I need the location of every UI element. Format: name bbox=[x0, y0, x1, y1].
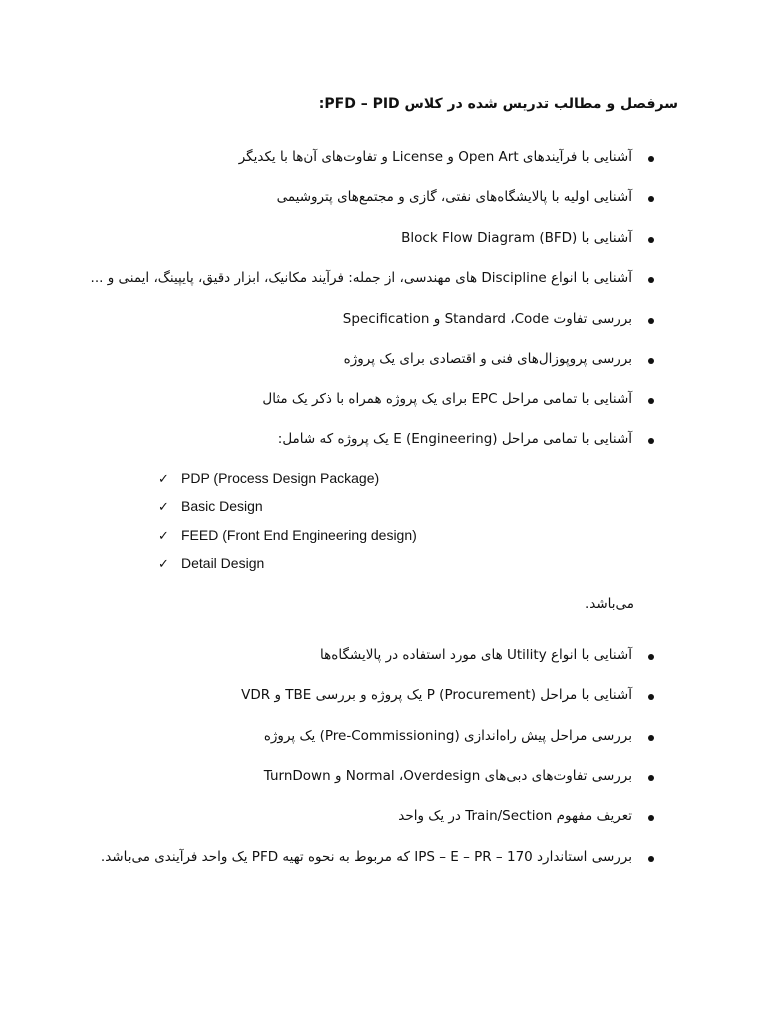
list-item: آشنایی با فرآیندهای Open Art و License و تفاوت‌های آن‌ها با یکدیگر bbox=[238, 149, 632, 165]
checklist-item bbox=[158, 555, 264, 572]
checkmark-icon: ✓ bbox=[158, 529, 169, 544]
checkmark-icon: ✓ bbox=[158, 557, 169, 572]
bullet-icon bbox=[648, 358, 654, 364]
list-item: بررسی مراحل پیش راه‌اندازی (Pre-Commissioning) یک پروژه bbox=[263, 728, 632, 744]
bullet-icon bbox=[648, 318, 654, 324]
continuation-text: می‌باشد. bbox=[584, 596, 634, 612]
checklist-item-label: FEED (Front End Engineering design) bbox=[181, 527, 417, 543]
list-item: آشنایی با انواع Discipline های مهندسی، از جمله: فرآیند مکانیک، ابزار دقیق، پایپینگ، ایمنی و ... bbox=[90, 270, 632, 286]
list-item: آشنایی با مراحل P (Procurement) یک پروژه و بررسی TBE و VDR bbox=[241, 687, 632, 703]
document-heading: سرفصل و مطالب تدریس شده در کلاس PFD – PID: bbox=[318, 96, 678, 112]
list-item: آشنایی با تمامی مراحل E (Engineering) یک پروژه که شامل: bbox=[277, 431, 632, 447]
checkmark-icon: ✓ bbox=[158, 472, 169, 487]
list-item: آشنایی با تمامی مراحل EPC برای یک پروژه همراه با ذکر یک مثال bbox=[262, 391, 632, 407]
list-item: آشنایی اولیه با پالایشگاه‌های نفتی، گازی و مجتمع‌های پتروشیمی bbox=[276, 189, 632, 205]
bullet-icon bbox=[648, 196, 654, 202]
list-item: بررسی تفاوت‌های دبی‌های Normal ،Overdesign و TurnDown bbox=[263, 768, 632, 784]
bullet-icon bbox=[648, 694, 654, 700]
list-item: بررسی تفاوت Standard ،Code و Specification bbox=[342, 311, 632, 327]
bullet-icon bbox=[648, 438, 654, 444]
list-item: آشنایی با انواع Utility های مورد استفاده در پالایشگاه‌ها bbox=[320, 647, 632, 663]
list-item: آشنایی با Block Flow Diagram (BFD) bbox=[401, 230, 632, 246]
bullet-icon bbox=[648, 398, 654, 404]
checkmark-icon: ✓ bbox=[158, 500, 169, 515]
checklist-item bbox=[158, 498, 263, 515]
bullet-icon bbox=[648, 277, 654, 283]
checklist-item bbox=[158, 470, 379, 487]
checklist-item-label: Detail Design bbox=[181, 555, 265, 571]
checklist-item bbox=[158, 527, 417, 544]
list-item: تعریف مفهوم Train/Section در یک واحد bbox=[398, 808, 632, 824]
bullet-icon bbox=[648, 735, 654, 741]
list-item: بررسی استاندارد IPS – E – PR – 170 که مربوط به نحوه تهیه PFD یک واحد فرآیندی می‌باشد. bbox=[100, 849, 632, 865]
bullet-icon bbox=[648, 856, 654, 862]
checklist-item-label: PDP (Process Design Package) bbox=[181, 470, 380, 486]
bullet-icon bbox=[648, 815, 654, 821]
list-item: بررسی پروپوزال‌های فنی و اقتصادی برای یک پروژه bbox=[343, 351, 632, 367]
bullet-icon bbox=[648, 654, 654, 660]
bullet-icon bbox=[648, 156, 654, 162]
bullet-icon bbox=[648, 237, 654, 243]
checklist-item-label: Basic Design bbox=[181, 498, 263, 514]
bullet-icon bbox=[648, 775, 654, 781]
